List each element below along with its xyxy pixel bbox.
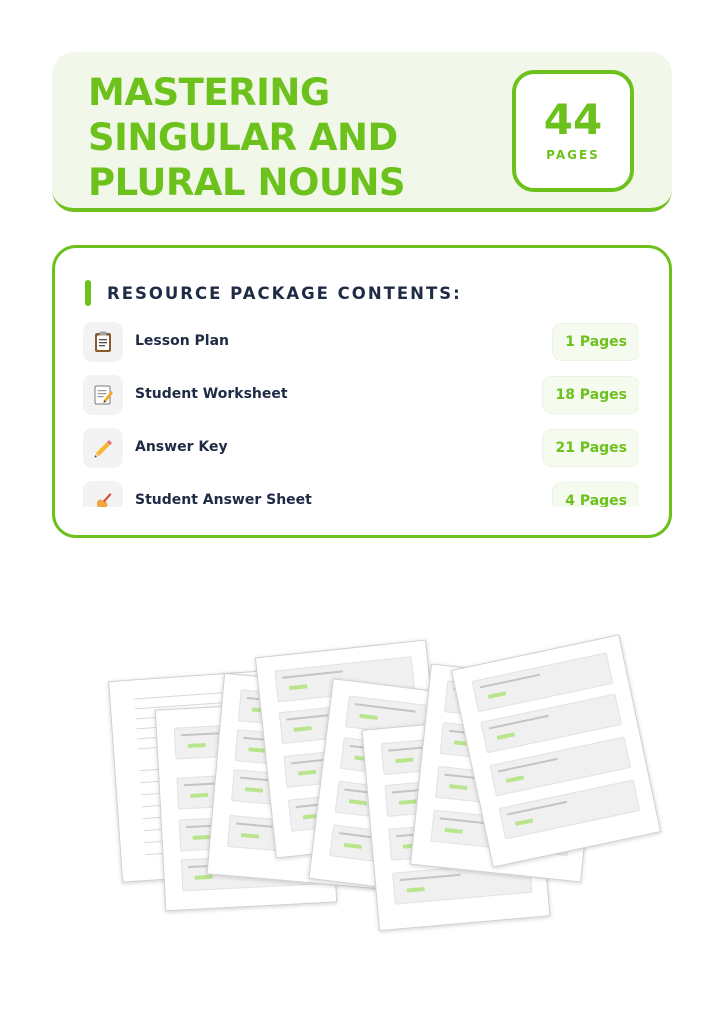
contents-item-label: Answer Key [135,439,228,455]
contents-item-pages: 4 Pages [553,483,639,507]
contents-item-lesson-plan [83,322,639,362]
contents-item-label: Student Worksheet [135,386,288,402]
title-line-2: SINGULAR AND [88,116,398,159]
pencil-icon [83,428,123,468]
clipboard-icon [83,322,123,362]
contents-card [52,245,672,538]
contents-item-pages: 1 Pages [553,324,639,360]
worksheet-preview [95,630,640,920]
hero-banner [52,52,672,212]
page-count-badge [512,70,634,192]
contents-item-student-answer-sheet [83,481,639,507]
contents-item-answer-key [83,428,639,468]
contents-item-pages: 18 Pages [543,377,639,413]
contents-item-label: Lesson Plan [135,333,230,349]
page-count-number: 44 [543,95,603,144]
page-count-label: PAGES [546,148,600,162]
contents-item-student-worksheet [83,375,639,415]
title-line-3: PLURAL NOUNS [88,161,406,204]
heading-accent-bar [85,280,91,306]
contents-list [83,322,639,507]
contents-heading: RESOURCE PACKAGE CONTENTS: [107,284,462,303]
memo-icon [83,375,123,415]
contents-item-pages: 21 Pages [543,430,639,466]
page-title [88,70,488,205]
title-line-1: MASTERING [88,71,330,114]
contents-item-label: Student Answer Sheet [135,492,312,507]
writing-hand-icon [83,481,123,507]
